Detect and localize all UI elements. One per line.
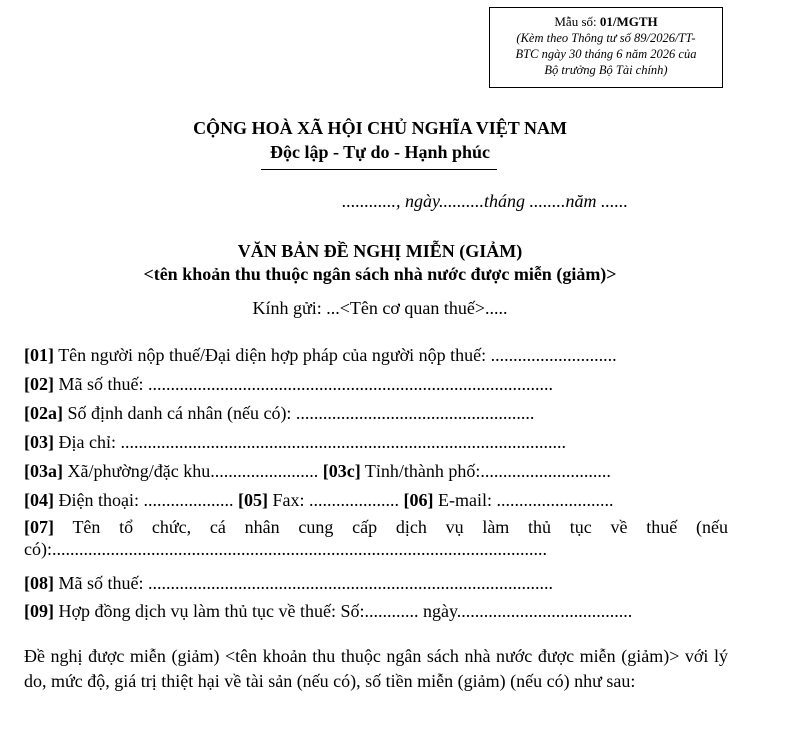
field-code: [03a] bbox=[24, 461, 63, 481]
motto-underline bbox=[261, 169, 497, 170]
field-label: Tên người nộp thuế/Đại diện hợp pháp của người nộp thuế: ............................ bbox=[58, 345, 617, 365]
date-line: ............, ngày..........tháng ........năm ...... bbox=[342, 191, 628, 211]
field-code: [09] bbox=[24, 601, 54, 621]
field-02a-personal-id bbox=[24, 402, 728, 424]
national-title: CỘNG HOÀ XÃ HỘI CHỦ NGHĨA VIỆT NAM bbox=[193, 118, 567, 138]
field-code: [07] bbox=[24, 517, 54, 537]
field-label: Xã/phường/đặc khu........................ bbox=[67, 461, 319, 481]
circular-note-3: Bộ trưởng Bộ Tài chính) bbox=[544, 63, 668, 77]
field-09-service-contract bbox=[24, 600, 728, 622]
field-03-address bbox=[24, 431, 728, 453]
field-03a-03c-ward-province bbox=[24, 460, 728, 482]
document-title: VĂN BẢN ĐỀ NGHỊ MIỄN (GIẢM) bbox=[237, 241, 523, 261]
field-label: Tên tổ chức, cá nhân cung cấp dịch vụ làm thủ tục về thuế (nếu có):.............................................................................................................. bbox=[24, 517, 728, 559]
field-code: [08] bbox=[24, 573, 54, 593]
field-label: Fax: .................... bbox=[272, 490, 399, 510]
field-code: [02a] bbox=[24, 403, 63, 423]
form-number-box bbox=[489, 7, 723, 88]
field-code: [06] bbox=[403, 490, 434, 510]
recipient-line: Kính gửi: ...<Tên cơ quan thuế>..... bbox=[252, 298, 508, 318]
field-label: Tỉnh/thành phố:............................. bbox=[364, 461, 611, 481]
form-number bbox=[490, 14, 722, 30]
form-number-value: 01/MGTH bbox=[599, 14, 658, 29]
field-code: [03] bbox=[24, 432, 54, 452]
field-04-05-06-contact bbox=[24, 489, 728, 511]
document-subtitle: <tên khoản thu thuộc ngân sách nhà nước được miễn (giảm)> bbox=[143, 264, 617, 284]
field-code: [03c] bbox=[322, 461, 361, 481]
field-label: E-mail: .......................... bbox=[438, 490, 614, 510]
field-code: [01] bbox=[24, 345, 54, 365]
form-number-label: Mẫu số: bbox=[554, 14, 597, 29]
circular-note-1: (Kèm theo Thông tư số 89/2026/TT- bbox=[516, 31, 696, 45]
field-label: Hợp đồng dịch vụ làm thủ tục về thuế: Số:............ ngày....................................... bbox=[58, 601, 633, 621]
field-label: Số định danh cá nhân (nếu có): ..................................................... bbox=[67, 403, 535, 423]
national-motto: Độc lập - Tự do - Hạnh phúc bbox=[269, 142, 491, 162]
field-label: Địa chỉ: ................................................................................................... bbox=[58, 432, 566, 452]
field-label: Mã số thuế: .......................................................................................... bbox=[58, 573, 553, 593]
field-08-provider-tax-code bbox=[24, 572, 728, 594]
field-label: Mã số thuế: .......................................................................................... bbox=[58, 374, 553, 394]
circular-note-2: BTC ngày 30 tháng 6 năm 2026 của bbox=[515, 47, 697, 61]
field-02-tax-code bbox=[24, 373, 728, 395]
field-code: [04] bbox=[24, 490, 54, 510]
field-07-service-provider bbox=[24, 516, 728, 564]
field-01-taxpayer-name bbox=[24, 344, 728, 366]
field-code: [05] bbox=[237, 490, 268, 510]
field-label: Điện thoại: .................... bbox=[58, 490, 234, 510]
request-paragraph: Đề nghị được miễn (giảm) <tên khoản thu thuộc ngân sách nhà nước được miễn (giảm)> với lý do, mức độ, giá trị thiệt hại về tài sản (nếu có), số tiền miễn (giảm) (nếu có) như sau: bbox=[24, 646, 728, 691]
field-code: [02] bbox=[24, 374, 54, 394]
